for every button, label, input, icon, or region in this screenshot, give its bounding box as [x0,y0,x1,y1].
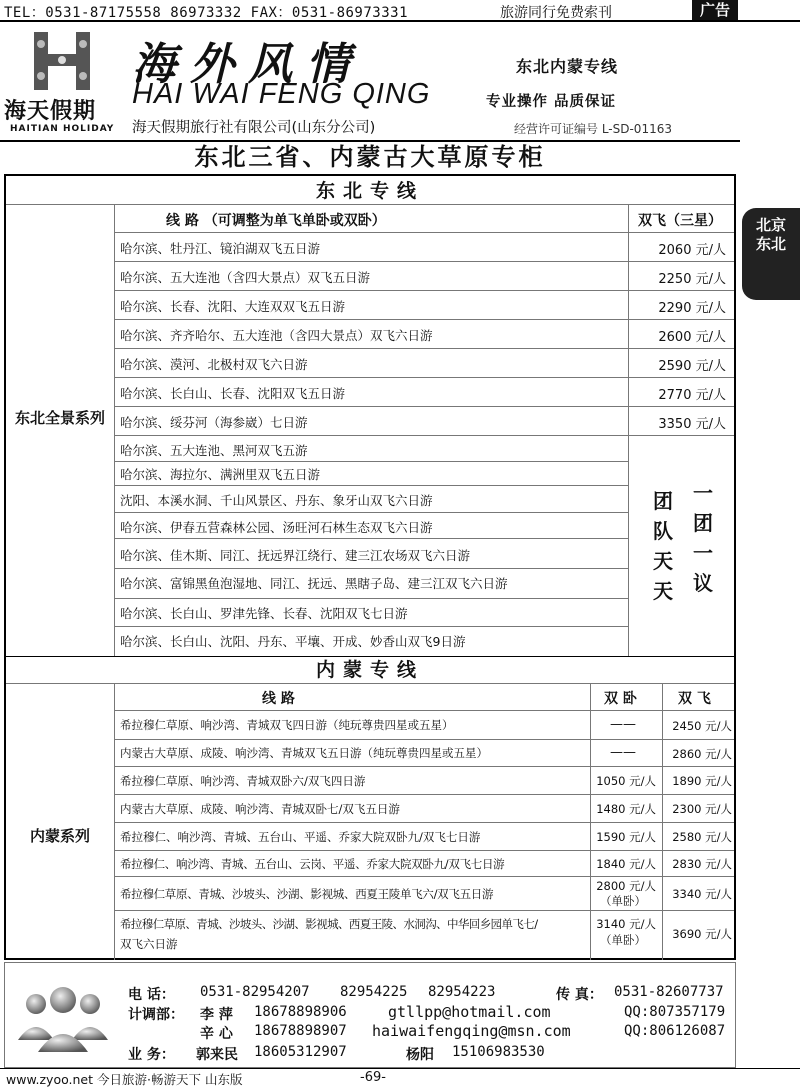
divider [114,794,734,795]
mobile-number: 18678898907 [254,1023,347,1039]
northeast-section-title: 东北专线 [315,180,424,202]
logo-h-icon [30,30,94,92]
route-name: 哈尔滨、漠河、北极村双飞六日游 [120,357,308,372]
route-price: 3350 元/人 [658,417,726,432]
flight-price: 3340 元/人 [672,887,732,901]
company-name: 海天假期旅行社有限公司(山东分公司) [132,120,376,136]
route-price: 2770 元/人 [658,388,726,403]
biz-label: 业 务： [128,1047,175,1063]
mobile-number: 18605312907 [254,1044,347,1060]
brand-english-title: HAI WAI FENG QING [132,78,431,110]
sleeper-note: （单卧） [600,894,646,908]
divider [6,683,734,684]
route-price: 2290 元/人 [658,301,726,316]
route-name: 哈尔滨、五大连池（含四大景点）双飞五日游 [120,270,371,285]
flight-price: 2860 元/人 [672,747,732,761]
email-link[interactable]: haiwaifengqing@msn.com [372,1022,571,1040]
flight-price: 1890 元/人 [672,774,732,788]
route-name: 哈尔滨、牡丹江、镜泊湖双飞五日游 [120,241,321,256]
route-name: 内蒙古大草原、成陵、响沙湾、青城双飞五日游（纯玩尊贵四星或五星） [120,746,488,760]
mobile-number: 18678898906 [254,1004,347,1020]
contact-person: 杨阳 [406,1047,434,1063]
page-number: -69- [360,1070,386,1085]
route-name: 希拉穆仁、响沙湾、青城、五台山、云岗、平遥、乔家大院双卧九/双飞七日游 [120,857,505,871]
route-price: 2600 元/人 [658,330,726,345]
route-name: 希拉穆仁草原、响沙湾、青城双卧六/双飞四日游 [120,774,366,788]
route-name: 希拉穆仁草原、青城、沙坡头、沙湖、影视城、西夏王陵、水洞沟、中华回乡园单飞七/ [120,917,538,931]
neimeng-section-title: 内蒙专线 [315,659,424,681]
ad-badge: 广告 [692,0,738,20]
divider [114,319,734,320]
sleeper-price: 1480 元/人 [596,802,656,816]
route-price: 2060 元/人 [658,243,726,258]
route-name: 希拉穆仁草原、响沙湾、青城双飞四日游（纯玩尊贵四星或五星） [120,718,454,732]
route-name: 哈尔滨、绥芬河（海参崴）七日游 [120,415,308,430]
license-number: 经营许可证编号 L-SD-01163 [514,122,672,136]
route-name: 哈尔滨、长白山、沈阳、丹东、平壤、开成、妙香山双飞9日游 [120,634,466,649]
divider [114,710,734,711]
divider [114,910,734,911]
flight-price: 2300 元/人 [672,802,732,816]
group-note-left: 团队天天 [653,489,673,603]
footer-bar [0,1068,800,1087]
contact-person: 辛 心 [200,1026,233,1042]
dept-label: 计调部： [128,1007,184,1023]
brand-chinese-title: 海外风情 [132,39,364,90]
divider [114,377,734,378]
route-name: 哈尔滨、海拉尔、满洲里双飞五日游 [120,467,321,482]
divider [114,538,628,539]
route-name: 内蒙古大草原、成陵、响沙湾、青城双卧七/双飞五日游 [120,802,400,816]
route-name: 希拉穆仁、响沙湾、青城、五台山、平遥、乔家大院双卧九/双飞七日游 [120,830,481,844]
mobile-number: 15106983530 [452,1044,545,1060]
divider [114,822,734,823]
divider [114,485,628,486]
sleeper-price: —— [610,745,636,760]
sleeper-price: 1050 元/人 [596,774,656,788]
side-region-label: 北京东北 [755,216,786,253]
route-name: 哈尔滨、佳木斯、同江、抚远界江绕行、建三江农场双飞六日游 [120,548,471,563]
quality-slogan: 专业操作 品质保证 [486,94,617,110]
side-region-tab [742,208,800,300]
route-price: 2590 元/人 [658,359,726,374]
logo-chinese: 海天假期 [4,98,97,124]
sleeper-price: —— [610,717,636,732]
flight-price: 3690 元/人 [672,927,732,941]
route-name: 哈尔滨、长白山、长春、沈阳双飞五日游 [120,386,346,401]
divider [114,876,734,877]
route-price: 2250 元/人 [658,272,726,287]
flight-price: 2450 元/人 [672,719,732,733]
sleeper-price: 2800 元/人 [596,879,656,893]
divider [114,232,734,233]
divider [114,568,628,569]
phone-number: 82954223 [428,984,496,1000]
fax-label: 传 真： [556,987,603,1003]
page-title: 东北三省、内蒙古大草原专柜 [194,142,546,171]
route-name: 哈尔滨、富锦黑鱼泡湿地、同江、抚远、黑瞎子岛、建三江双飞六日游 [120,576,508,591]
divider [6,204,734,205]
tel-fax-text: TEL：0531-87175558 86973332 FAX：0531-86973331 [4,5,409,21]
divider [114,406,734,407]
route-tag: 东北内蒙专线 [516,57,619,76]
route-name: 希拉穆仁草原、青城、沙坡头、沙湖、影视城、西夏王陵单飞六/双飞五日游 [120,887,494,901]
neimeng-series-label: 内蒙系列 [29,827,90,845]
neimeng-route-header: 线 路 [262,691,295,707]
logo-english: HAITIAN HOLIDAY [10,124,115,134]
neimeng-sleeper-header: 双 卧 [604,691,637,707]
route-name: 哈尔滨、伊春五营森林公园、汤旺河石林生态双飞六日游 [120,520,433,535]
divider [114,261,734,262]
northeast-route-header: 线 路 （可调整为单飞单卧或双卧） [166,213,386,229]
divider [114,598,628,599]
sleeper-price: 3140 元/人 [596,917,656,931]
qq-number: QQ:807357179 [624,1004,726,1020]
divider [114,512,628,513]
email-link[interactable]: gtllpp@hotmail.com [388,1003,551,1021]
divider [114,461,628,462]
route-name: 哈尔滨、五大连池、黑河双飞五游 [120,443,308,458]
route-name: 哈尔滨、长白山、罗津先锋、长春、沈阳双飞七日游 [120,606,408,621]
phone-number: 82954225 [340,984,408,1000]
contact-person: 郭来民 [196,1047,238,1063]
northeast-price-header: 双飞（三星） [638,213,722,229]
flight-price: 2830 元/人 [672,857,732,871]
divider [114,766,734,767]
route-name: 哈尔滨、长春、沈阳、大连双双飞五日游 [120,299,346,314]
northeast-series-label: 东北全景系列 [14,409,105,427]
group-note-right: 一团一议 [693,481,713,595]
flight-price: 2580 元/人 [672,830,732,844]
route-name: 哈尔滨、齐齐哈尔、五大连池（含四大景点）双飞六日游 [120,328,433,343]
people-icon [14,978,112,1060]
slogan-text: 旅游同行免费索刊 [500,5,612,21]
divider [114,739,734,740]
sleeper-note: （单卧） [600,933,646,947]
neimeng-flight-header: 双 飞 [678,691,711,707]
divider [114,204,115,656]
divider [114,348,734,349]
phone-number: 0531-82954207 [200,984,310,1000]
contact-person: 李 萍 [200,1007,233,1023]
sleeper-price: 1590 元/人 [596,830,656,844]
divider [114,290,734,291]
fax-number: 0531-82607737 [614,984,724,1000]
divider [114,626,628,627]
divider [114,435,734,436]
qq-number: QQ:806126087 [624,1023,726,1039]
route-table [4,174,736,960]
route-name: 沈阳、本溪水洞、千山风景区、丹东、象牙山双飞六日游 [120,493,433,508]
phone-label: 电 话： [128,987,175,1003]
footer-site: www.zyoo.net 今日旅游·畅游天下 山东版 [6,1072,243,1087]
divider [114,850,734,851]
sleeper-price: 1840 元/人 [596,857,656,871]
top-bar [0,0,800,22]
route-name-line2: 双飞六日游 [120,937,178,951]
